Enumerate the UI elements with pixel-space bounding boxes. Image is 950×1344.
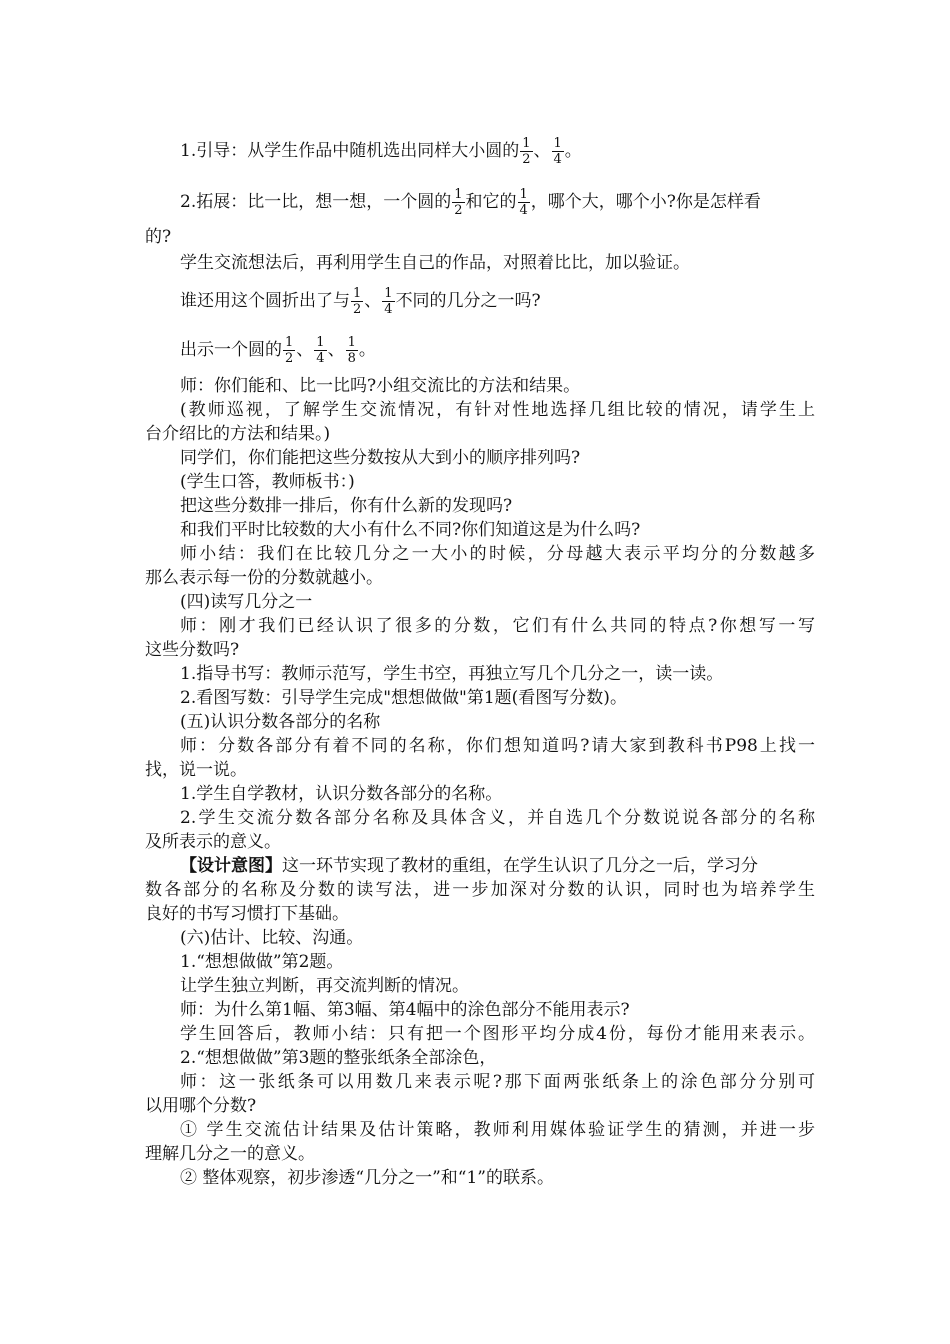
section-heading: (五)认识分数各部分的名称 (180, 712, 381, 732)
paragraph-line: 的? (145, 227, 172, 247)
punctuation: 。 (358, 340, 376, 360)
section-heading: (四)读写几分之一 (180, 592, 313, 612)
paragraph-line (180, 136, 815, 167)
paragraph-line: ① 学生交流估计结果及估计策略，教师利用媒体验证学生的猜测，并进一步 (180, 1120, 815, 1140)
paragraph-line: (学生口答，教师板书：) (180, 472, 355, 492)
fraction-half (351, 286, 363, 317)
paragraph-line: 师：为什么第1幅、第3幅、第4幅中的涂色部分不能用表示? (180, 1000, 630, 1020)
paragraph-line: 找，说一说。 (145, 760, 247, 780)
paragraph-line: 1.“想想做做”第2题。 (180, 952, 344, 972)
line-text: 1.引导：从学生作品中随机选出同样大小圆的 (180, 141, 520, 161)
fraction-denominator: 4 (553, 152, 562, 167)
fraction-numerator: 1 (285, 335, 294, 350)
paragraph-line: 那么表示每一份的分数就越小。 (145, 568, 383, 588)
paragraph-line (180, 335, 815, 366)
fraction-numerator: 1 (522, 136, 531, 151)
paragraph-line: 这些分数吗? (145, 640, 240, 660)
line-text: 这一环节实现了教材的重组，在学生认识了几分之一后，学习分 (282, 856, 758, 876)
paragraph-line: 理解几分之一的意义。 (145, 1144, 315, 1164)
line-text: 出示一个圆的 (180, 340, 282, 360)
paragraph-line: 台介绍比的方法和结果。) (145, 424, 331, 444)
fraction-numerator: 1 (553, 136, 562, 151)
paragraph-line: 2.学生交流分数各部分名称及具体含义，并自选几个分数说说各部分的名称 (180, 808, 815, 828)
paragraph-line: 同学们，你们能把这些分数按从大到小的顺序排列吗? (180, 448, 581, 468)
paragraph-line: 1.指导书写：教师示范写，学生书空，再独立写几个几分之一，读一读。 (180, 664, 724, 684)
paragraph-line: 让学生独立判断，再交流判断的情况。 (180, 976, 469, 996)
paragraph-line: 师：这一张纸条可以用数几来表示呢?那下面两张纸条上的涂色部分分别可 (180, 1072, 815, 1092)
paragraph-line: 师：分数各部分有着不同的名称，你们想知道吗?请大家到教科书P98上找一 (180, 736, 815, 756)
paragraph-line: 学生回答后，教师小结：只有把一个图形平均分成4份，每份才能用来表示。 (180, 1024, 815, 1044)
paragraph-line: ② 整体观察，初步渗透“几分之一”和“1”的联系。 (180, 1168, 554, 1188)
line-text: 谁还用这个圆折出了与 (180, 291, 350, 311)
fraction-numerator: 1 (316, 335, 325, 350)
paragraph-line: (教师巡视，了解学生交流情况，有针对性地选择几组比较的情况，请学生上 (180, 400, 815, 420)
paragraph-line: 良好的书写习惯打下基础。 (145, 904, 349, 924)
paragraph-line: 和我们平时比较数的大小有什么不同?你们知道这是为什么吗? (180, 520, 641, 540)
paragraph-line (180, 286, 815, 317)
paragraph-line (180, 187, 815, 218)
design-intent-label: 【设计意图】 (180, 856, 282, 876)
section-heading: (六)估计、比较、沟通。 (180, 928, 364, 948)
line-text: ，哪个大，哪个小?你是怎样看 (530, 192, 761, 212)
fraction-half (283, 335, 295, 366)
fraction-denominator: 4 (519, 203, 528, 218)
fraction-quarter (382, 286, 394, 317)
fraction-denominator: 8 (347, 351, 356, 366)
line-text: 2.拓展：比一比，想一想，一个圆的 (180, 192, 452, 212)
paragraph-line: 师：你们能和、比一比吗?小组交流比的方法和结果。 (180, 376, 581, 396)
paragraph-line: 师：刚才我们已经认识了很多的分数，它们有什么共同的特点?你想写一写 (180, 616, 815, 636)
paragraph-line: 师小结：我们在比较几分之一大小的时候，分母越大表示平均分的分数越多 (180, 544, 815, 564)
fraction-denominator: 2 (522, 152, 531, 167)
fraction-numerator: 1 (347, 335, 356, 350)
punctuation: 、 (364, 291, 382, 311)
fraction-quarter (552, 136, 564, 167)
paragraph-line: 1.学生自学教材，认识分数各部分的名称。 (180, 784, 503, 804)
paragraph-line: 把这些分数排一排后，你有什么新的发现吗? (180, 496, 513, 516)
fraction-half (520, 136, 532, 167)
punctuation: 、 (296, 340, 314, 360)
fraction-denominator: 4 (384, 302, 393, 317)
paragraph-line: 2.“想想做做”第3题的整张纸条全部涂色， (180, 1048, 497, 1068)
line-text: 不同的几分之一吗? (395, 291, 541, 311)
fraction-quarter (314, 335, 326, 366)
fraction-denominator: 2 (454, 203, 463, 218)
line-text: 和它的 (465, 192, 517, 212)
paragraph-line: 以用哪个分数? (145, 1096, 257, 1116)
fraction-numerator: 1 (353, 286, 362, 301)
punctuation: 。 (564, 141, 582, 161)
fraction-numerator: 1 (454, 187, 463, 202)
punctuation: 、 (327, 340, 345, 360)
paragraph-line (180, 855, 815, 877)
fraction-numerator: 1 (519, 187, 528, 202)
paragraph-line: 2.看图写数：引导学生完成"想想做做"第1题(看图写分数)。 (180, 688, 627, 708)
fraction-half (452, 187, 464, 218)
fraction-denominator: 2 (285, 351, 294, 366)
fraction-numerator: 1 (384, 286, 393, 301)
paragraph-line: 学生交流想法后，再利用学生自己的作品，对照着比比，加以验证。 (180, 253, 690, 273)
paragraph-line: 及所表示的意义。 (145, 832, 281, 852)
fraction-eighth (346, 335, 358, 366)
fraction-denominator: 2 (353, 302, 362, 317)
fraction-quarter (518, 187, 530, 218)
paragraph-line: 数各部分的名称及分数的读写法，进一步加深对分数的认识，同时也为培养学生 (145, 880, 815, 900)
fraction-denominator: 4 (316, 351, 325, 366)
punctuation: 、 (533, 141, 551, 161)
